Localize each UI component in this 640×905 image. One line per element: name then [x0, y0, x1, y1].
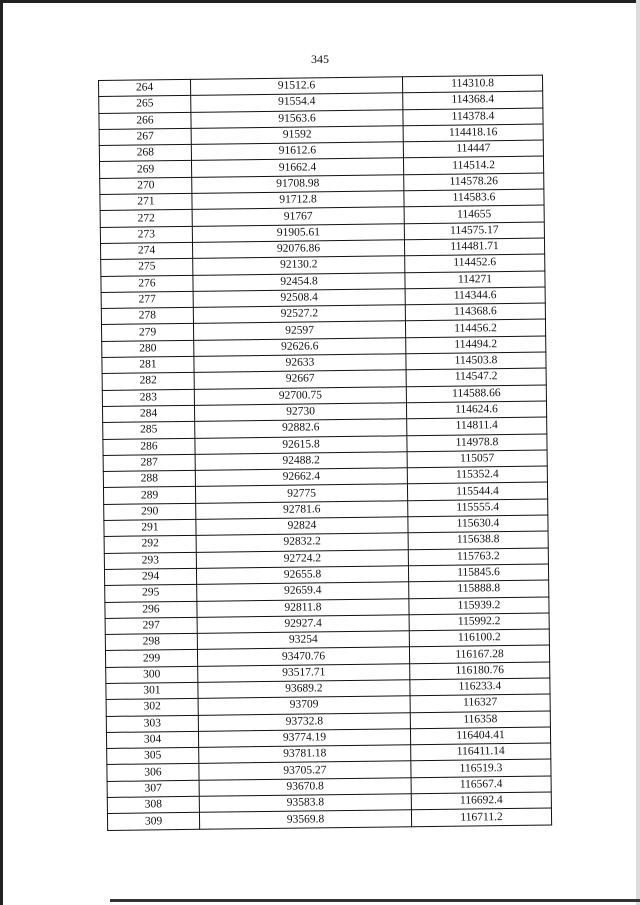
value-b-cell: 114583.6: [404, 189, 544, 207]
row-index-cell: 268: [99, 145, 191, 162]
row-index-cell: 286: [103, 438, 195, 455]
value-a-cell: 92076.86: [192, 240, 404, 259]
row-index-cell: 274: [100, 242, 192, 259]
data-table-container: [98, 75, 551, 848]
row-index-cell: 266: [99, 112, 191, 129]
value-b-cell: 115992.2: [409, 613, 549, 631]
value-b-cell: 116711.2: [411, 808, 551, 826]
value-a-cell: 92667: [194, 370, 406, 389]
row-index-cell: 264: [99, 79, 191, 96]
value-a-cell: 92662.4: [195, 468, 407, 487]
row-index-cell: 285: [103, 422, 195, 439]
row-index-cell: 302: [106, 699, 198, 716]
value-a-cell: 93705.27: [199, 761, 411, 780]
value-a-cell: 93670.8: [199, 777, 411, 796]
row-index-cell: 271: [100, 193, 192, 210]
value-a-cell: 91592: [191, 126, 403, 145]
value-a-cell: 92824: [196, 517, 408, 536]
row-index-cell: 291: [104, 519, 196, 536]
value-a-cell: 93774.19: [198, 729, 410, 748]
value-a-cell: 93254: [197, 631, 409, 650]
value-a-cell: 91708.98: [192, 175, 404, 194]
value-b-cell: 115638.8: [408, 531, 548, 549]
value-b-cell: 114344.6: [405, 287, 545, 305]
value-b-cell: 115939.2: [409, 597, 549, 615]
value-a-cell: 92527.2: [193, 305, 405, 324]
row-index-cell: 283: [102, 389, 194, 406]
value-a-cell: 92700.75: [194, 386, 406, 405]
value-a-cell: 92781.6: [196, 500, 408, 519]
row-index-cell: 279: [101, 324, 193, 341]
row-index-cell: 307: [107, 780, 199, 797]
value-a-cell: 91905.61: [192, 223, 404, 242]
value-b-cell: 116692.4: [411, 792, 551, 810]
value-a-cell: 92454.8: [193, 272, 405, 291]
value-b-cell: 114655: [404, 205, 544, 223]
value-a-cell: 92811.8: [197, 598, 409, 617]
value-b-cell: 116167.28: [409, 645, 549, 663]
row-index-cell: 282: [102, 373, 194, 390]
row-index-cell: 299: [105, 650, 197, 667]
value-b-cell: 114271: [405, 271, 545, 289]
value-a-cell: 93517.71: [198, 663, 410, 682]
row-index-cell: 287: [103, 454, 195, 471]
row-index-cell: 273: [100, 226, 192, 243]
value-b-cell: 114578.26: [404, 173, 544, 191]
value-a-cell: 91612.6: [191, 142, 403, 161]
row-index-cell: 292: [104, 536, 196, 553]
value-a-cell: 92633: [194, 354, 406, 373]
row-index-cell: 303: [106, 715, 198, 732]
value-a-cell: 91712.8: [192, 191, 404, 210]
value-a-cell: 92832.2: [196, 533, 408, 552]
row-index-cell: 296: [105, 601, 197, 618]
row-index-cell: 277: [101, 291, 193, 308]
value-b-cell: 114456.2: [405, 320, 545, 338]
value-b-cell: 114368.6: [405, 303, 545, 321]
value-a-cell: 93583.8: [199, 794, 411, 813]
row-index-cell: 289: [103, 487, 195, 504]
value-b-cell: 114494.2: [406, 336, 546, 354]
row-index-cell: 278: [101, 308, 193, 325]
value-b-cell: 114503.8: [406, 352, 546, 370]
value-b-cell: 114547.2: [406, 368, 546, 386]
value-a-cell: 92882.6: [195, 419, 407, 438]
row-index-cell: 272: [100, 210, 192, 227]
value-b-cell: 114452.6: [405, 254, 545, 272]
value-a-cell: 93569.8: [199, 810, 411, 829]
value-b-cell: 116327: [410, 694, 550, 712]
value-b-cell: 115845.6: [408, 564, 548, 582]
value-b-cell: 116411.14: [411, 743, 551, 761]
row-index-cell: 265: [99, 96, 191, 113]
value-a-cell: 92488.2: [195, 452, 407, 471]
value-a-cell: 91563.6: [191, 109, 403, 128]
value-b-cell: 115544.4: [407, 482, 547, 500]
row-index-cell: 294: [104, 568, 196, 585]
value-a-cell: 93781.18: [199, 745, 411, 764]
row-index-cell: 298: [105, 633, 197, 650]
row-index-cell: 284: [102, 405, 194, 422]
value-a-cell: 92775: [195, 484, 407, 503]
value-a-cell: 92724.2: [196, 549, 408, 568]
value-b-cell: 115630.4: [408, 515, 548, 533]
row-index-cell: 270: [100, 177, 192, 194]
row-index-cell: 309: [107, 813, 199, 830]
value-b-cell: 114811.4: [407, 417, 547, 435]
value-b-cell: 115888.8: [409, 580, 549, 598]
table-body: [99, 75, 552, 830]
row-index-cell: 293: [104, 552, 196, 569]
value-b-cell: 115057: [407, 450, 547, 468]
row-index-cell: 300: [106, 666, 198, 683]
value-b-cell: 116100.2: [409, 629, 549, 647]
row-index-cell: 288: [103, 470, 195, 487]
row-index-cell: 280: [102, 340, 194, 357]
value-b-cell: 114624.6: [406, 401, 546, 419]
value-b-cell: 116180.76: [410, 662, 550, 680]
value-a-cell: 93689.2: [198, 680, 410, 699]
value-a-cell: 92597: [193, 321, 405, 340]
row-index-cell: 276: [101, 275, 193, 292]
value-b-cell: 116567.4: [411, 776, 551, 794]
value-a-cell: 92508.4: [193, 289, 405, 308]
value-b-cell: 116519.3: [411, 759, 551, 777]
row-index-cell: 297: [105, 617, 197, 634]
row-index-cell: 267: [99, 128, 191, 145]
page-number: 345: [311, 52, 329, 66]
value-a-cell: 92927.4: [197, 615, 409, 634]
value-a-cell: 92655.8: [196, 566, 408, 585]
value-b-cell: 116358: [410, 711, 550, 729]
row-index-cell: 305: [107, 747, 199, 764]
value-a-cell: 91767: [192, 207, 404, 226]
value-a-cell: 92730: [194, 403, 406, 422]
value-a-cell: 91512.6: [190, 77, 402, 96]
row-index-cell: 295: [105, 585, 197, 602]
value-a-cell: 92615.8: [195, 435, 407, 454]
value-a-cell: 93470.76: [197, 647, 409, 666]
value-a-cell: 93732.8: [198, 712, 410, 731]
value-b-cell: 116233.4: [410, 678, 550, 696]
value-a-cell: 93709: [198, 696, 410, 715]
value-b-cell: 114378.4: [403, 108, 543, 126]
value-a-cell: 92626.6: [194, 338, 406, 357]
value-b-cell: 115555.4: [408, 499, 548, 517]
row-index-cell: 301: [106, 682, 198, 699]
value-b-cell: 114481.71: [404, 238, 544, 256]
row-index-cell: 304: [106, 731, 198, 748]
value-a-cell: 91662.4: [191, 158, 403, 177]
value-a-cell: 91554.4: [191, 93, 403, 112]
scan-border-left: [0, 0, 3, 905]
value-b-cell: 114588.66: [406, 385, 546, 403]
scan-border-bottom: [110, 899, 640, 902]
value-b-cell: 114514.2: [403, 157, 543, 175]
row-index-cell: 308: [107, 796, 199, 813]
scan-border-top: [0, 0, 640, 3]
value-b-cell: 114575.17: [404, 222, 544, 240]
row-index-cell: 306: [107, 764, 199, 781]
row-index-cell: 275: [101, 259, 193, 276]
row-index-cell: 269: [100, 161, 192, 178]
data-table: [98, 75, 552, 831]
value-a-cell: 92659.4: [197, 582, 409, 601]
value-b-cell: 116404.41: [410, 727, 550, 745]
row-index-cell: 290: [104, 503, 196, 520]
value-b-cell: 114978.8: [407, 434, 547, 452]
value-b-cell: 114418.16: [403, 124, 543, 142]
value-b-cell: 115763.2: [408, 548, 548, 566]
value-a-cell: 92130.2: [193, 256, 405, 275]
value-b-cell: 115352.4: [407, 466, 547, 484]
value-b-cell: 114310.8: [402, 75, 542, 93]
scan-border-right: [636, 0, 640, 905]
value-b-cell: 114368.4: [403, 91, 543, 109]
value-b-cell: 114447: [403, 140, 543, 158]
row-index-cell: 281: [102, 356, 194, 373]
